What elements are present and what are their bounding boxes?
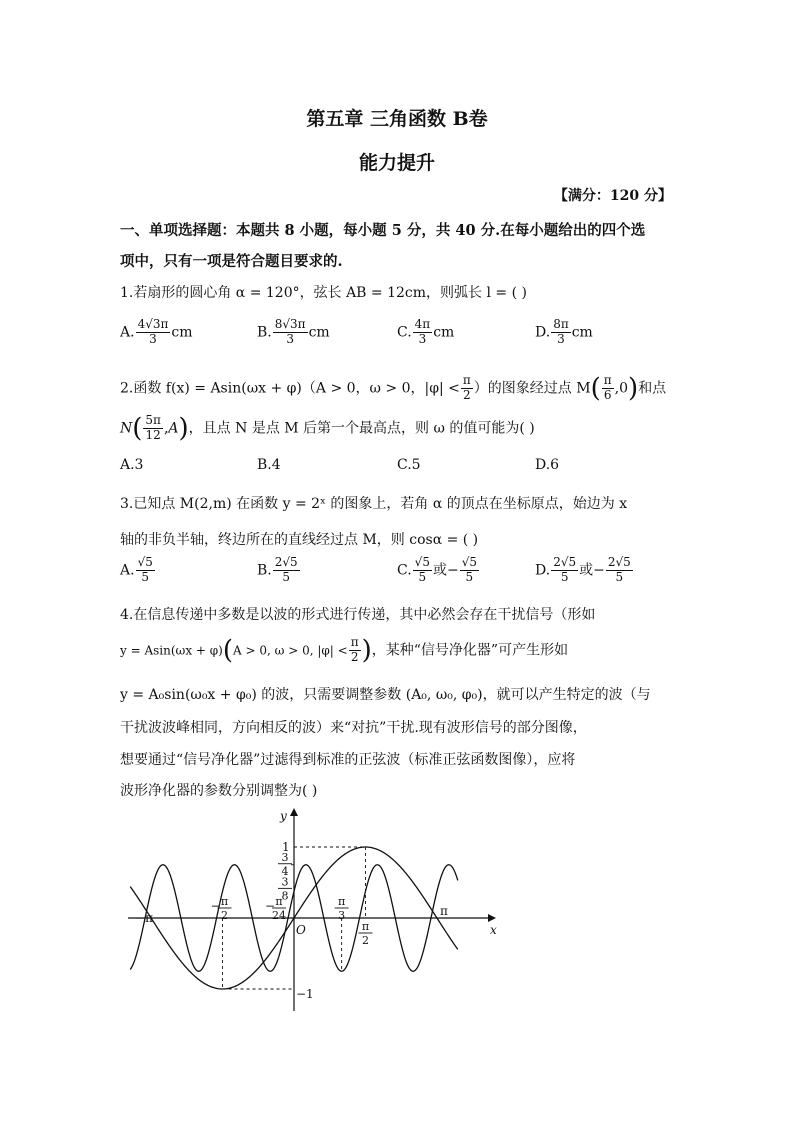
option-fraction (136, 318, 171, 347)
frac-den: 3 (557, 331, 565, 346)
q2-n-point-second: A (168, 420, 179, 437)
q4-line4: 干扰波波峰相同，方向相反的波）来“对抗”干扰.现有波形信号的部分图像， (120, 720, 587, 736)
q3-option-1[interactable] (257, 556, 301, 585)
q2-n-point-frac (143, 414, 163, 443)
tick-den: 3 (338, 909, 346, 922)
q2-m-point-second: 0 (619, 380, 629, 397)
q2-option-1[interactable]: B.4 (257, 457, 281, 473)
section-heading-line2: 项中，只有一项是符合题目要求的. (120, 253, 343, 270)
frac-den: 6 (603, 387, 612, 402)
q4-line3: y = A₀sin(ω₀x + φ₀) 的波，只需要调整参数 (A₀, ω₀, φ₀)，就可以产生特定的波（与 (120, 687, 651, 703)
option-fraction (551, 318, 571, 347)
tick-den: 24 (272, 909, 287, 922)
q1-option-0[interactable] (120, 318, 193, 347)
tick-pi: π (439, 904, 448, 918)
tick-den: 8 (281, 889, 289, 903)
tick-num: π (220, 895, 229, 908)
option-unit: cm (571, 324, 593, 341)
frac-num: √5 (461, 555, 477, 569)
q2-option-3[interactable]: D.6 (535, 457, 560, 473)
q4-line2-a: y = Asin(ωx + φ) (120, 643, 223, 658)
q3-option-2[interactable] (397, 556, 480, 585)
option-label: D. (535, 562, 551, 579)
frac-num: 4√3π (137, 317, 169, 331)
frac-num: 4π (414, 317, 431, 331)
tick-num: 3 (281, 875, 289, 889)
frac-den: 12 (145, 427, 161, 442)
frac-num: π (462, 373, 471, 387)
frac-den: 3 (149, 331, 157, 346)
x-axis-arrow (488, 914, 496, 922)
y-axis-arrow (290, 808, 298, 816)
option-label: A. (120, 324, 135, 341)
option-unit: cm (308, 324, 330, 341)
q4-line2-b: A > 0, ω > 0, |φ| < (233, 643, 348, 658)
frac-num: 8√3π (274, 317, 306, 331)
option-fraction (273, 556, 300, 585)
frac-den: 5 (141, 569, 150, 584)
q2-m-point-frac (602, 374, 614, 403)
option-or: 或− (579, 562, 605, 579)
paren-close: ) (628, 373, 639, 404)
frac-den: 3 (286, 331, 294, 346)
option-unit: cm (433, 324, 455, 341)
frac-num: π (350, 635, 359, 649)
tick-neg-pi: −π (135, 911, 154, 925)
frac-den: 5 (418, 569, 427, 584)
x-axis-label: x (490, 923, 497, 937)
option-label: B. (257, 324, 272, 341)
y-label-neg1: −1 (296, 987, 314, 1001)
origin-label: O (296, 923, 306, 937)
q2-option-0[interactable]: A.3 (120, 457, 144, 473)
option-fraction-2 (460, 556, 479, 585)
q2-stem-line2: N( $\frac{5\pi}{12}$ ,A)，且点 N 是点 M 后第一个最高点，则 ω 的值可能为( ) (120, 413, 535, 444)
q1-option-2[interactable] (397, 318, 454, 347)
frac-num: 2√5 (553, 555, 577, 569)
paren-close: ) (178, 413, 189, 444)
q2-stem-d: N (120, 420, 133, 437)
score-label: 【满分：120 分】 (553, 188, 672, 204)
option-fraction (413, 318, 433, 347)
y-label-3-4 (278, 851, 292, 878)
q2-option-2[interactable]: C.5 (397, 457, 421, 473)
paren-open: ( (590, 373, 601, 404)
frac-num: √5 (137, 555, 153, 569)
paren-open: ( (132, 413, 143, 444)
frac-num: 2√5 (607, 555, 631, 569)
q2-stem-e: ，且点 N 是点 M 后第一个最高点，则 ω 的值可能为( ) (188, 420, 535, 437)
q3-option-0[interactable] (120, 556, 156, 585)
q4-line2-c: ，某种“信号净化器”可产生形如 (371, 642, 569, 659)
frac-num: 5π (145, 413, 161, 427)
frac-num: √5 (414, 555, 430, 569)
tick-num: π (338, 895, 346, 908)
tick-den: 2 (221, 909, 229, 922)
option-fraction (551, 556, 578, 585)
tick-num: π (275, 895, 283, 908)
tick-den: 4 (281, 864, 289, 878)
option-label: B. (257, 562, 272, 579)
tick-num: 3 (281, 850, 289, 864)
y-axis-label: y (280, 809, 287, 823)
option-fraction (136, 556, 155, 585)
q2-stem-c: 和点 (638, 380, 667, 397)
option-unit: cm (171, 324, 193, 341)
option-label: D. (535, 324, 551, 341)
frac-den: 2 (350, 649, 359, 664)
q1-option-3[interactable] (535, 318, 593, 347)
q2-stem-b: ）的图象经过点 M (473, 380, 591, 397)
tick-num: π (361, 920, 370, 933)
q2-phi-bound-frac (461, 374, 473, 403)
frac-den: 5 (282, 569, 291, 584)
frac-num: 2√5 (274, 555, 298, 569)
tick-sign: − (265, 899, 276, 913)
paren-close: ) (361, 635, 372, 666)
option-label: A. (120, 562, 135, 579)
option-fraction-2 (606, 556, 633, 585)
option-fraction (273, 318, 308, 347)
tick-sign: − (210, 899, 221, 913)
frac-den: 2 (463, 387, 471, 402)
q4-phi-frac (349, 636, 361, 665)
y-label-1: 1 (282, 840, 290, 854)
q3-line1: 3.已知点 M(2,m) 在函数 y = 2ˣ 的图象上，若角 α 的顶点在坐标原点，始边为 x (120, 496, 628, 512)
graph-labels (135, 809, 497, 1001)
wave-graph (128, 806, 498, 1016)
q1-stem: 1.若扇形的圆心角 α = 120°，弦长 AB = 12cm，则弧长 l = ( ) (120, 285, 527, 301)
q2-stem-a: 2.函数 f(x) = Asin(ωx + φ)（A > 0，ω > 0，|φ| < (120, 380, 460, 397)
option-label: C. (397, 324, 412, 341)
option-fraction (413, 556, 432, 585)
option-or: 或− (432, 562, 459, 579)
q2-stem-line1: 2.函数 f(x) = Asin(ωx + φ)（A > 0，ω > 0，|φ| < $\frac{\pi}{2}$ ）的图象经过点 M( $\frac{\pi}{6}$ ,0)和点 (120, 373, 667, 404)
option-label: C. (397, 562, 412, 579)
frac-den: 5 (465, 569, 474, 584)
frac-den: 3 (418, 331, 427, 346)
paren-open: ( (222, 635, 234, 666)
section-heading-line1: 一、单项选择题：本题共 8 小题，每小题 5 分，共 40 分.在每小题给出的四个选 (120, 222, 646, 239)
frac-num: 8π (553, 317, 569, 331)
frac-den: 5 (560, 569, 569, 584)
q1-option-1[interactable] (257, 318, 330, 347)
q4-line1: 4.在信息传递中多数是以波的形式进行传递，其中必然会存在干扰信号（形如 (120, 607, 596, 623)
q4-line6: 波形净化器的参数分别调整为( ) (120, 783, 318, 799)
q3-option-3[interactable] (535, 556, 634, 585)
frac-den: 5 (615, 569, 624, 584)
tick-den: 2 (361, 934, 369, 947)
tick-pi-2 (358, 920, 372, 947)
page-title: 第五章 三角函数 B卷 (306, 108, 488, 130)
page-subtitle: 能力提升 (358, 152, 435, 174)
q3-line2: 轴的非负半轴，终边所在的直线经过点 M，则 cosα = ( ) (120, 532, 479, 548)
q4-line2 (120, 636, 568, 665)
frac-num: π (603, 373, 612, 387)
q4-line5: 想要通过“信号净化器”过滤得到标准的正弦波（标准正弦函数图像），应将 (120, 752, 576, 768)
